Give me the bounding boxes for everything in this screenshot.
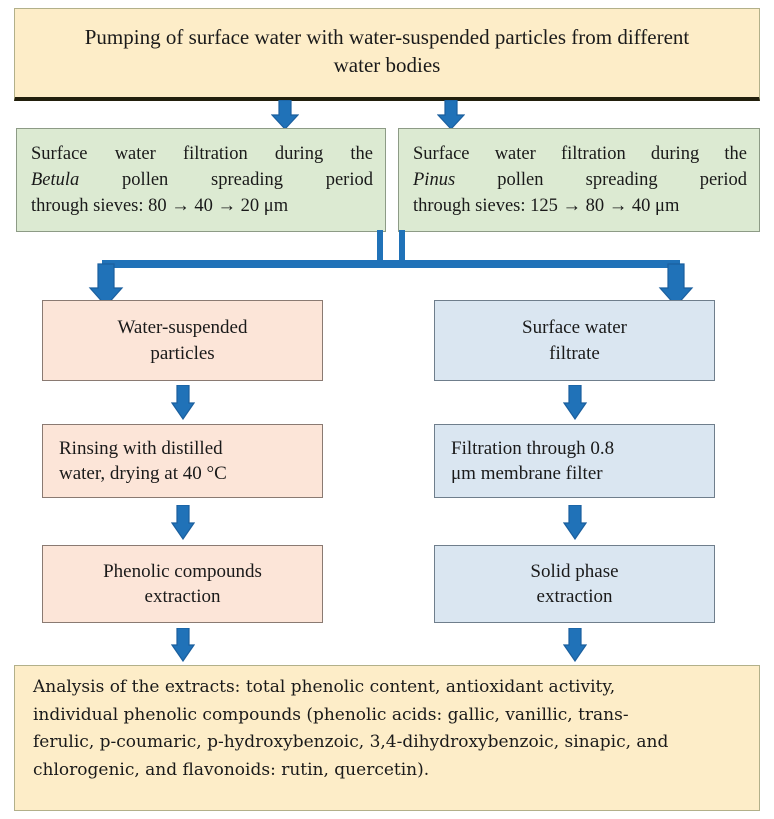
analysis-line-4: chlorogenic, and flavonoids: rutin, quercetin). xyxy=(33,759,430,780)
process-box-solid-phase-extraction xyxy=(434,545,715,623)
process-box-pumping xyxy=(14,8,760,101)
betula-line-1: Surface water filtration during the xyxy=(31,143,373,164)
phenolic-extraction-line-2: extraction xyxy=(144,586,221,607)
pumping-line-1: Pumping of surface water with water-suspended particles from different xyxy=(84,25,690,50)
spe-line-2: extraction xyxy=(536,586,613,607)
filtrate-line-1: Surface water xyxy=(522,317,627,339)
pumping-line-2: water bodies xyxy=(333,53,441,77)
filtrate-line-2: filtrate xyxy=(549,342,600,364)
arrow-filtrate-to-membrane xyxy=(563,385,587,420)
pinus-line-1: Surface water filtration during the xyxy=(413,143,747,164)
rinsing-line-2: water, drying at 40 °C xyxy=(59,463,227,484)
membrane-line-1: Filtration through 0.8 xyxy=(451,437,615,459)
phenolic-extraction-line-1: Phenolic compounds xyxy=(103,560,262,582)
process-box-phenolic-extraction xyxy=(42,545,323,623)
process-box-betula-filtration xyxy=(16,128,386,232)
wsp-line-1: Water-suspended xyxy=(117,317,248,339)
pinus-species-name: Pinus xyxy=(413,169,456,190)
process-box-water-suspended-particles xyxy=(42,300,323,381)
arrow-top-to-betula xyxy=(271,100,299,130)
process-box-surface-water-filtrate xyxy=(434,300,715,381)
membrane-line-2: μm membrane filter xyxy=(451,463,603,484)
rinsing-line-1: Rinsing with distilled xyxy=(59,437,223,459)
process-box-rinsing-drying xyxy=(42,424,323,498)
arrow-particles-to-rinsing xyxy=(171,385,195,420)
arrow-phenolic-to-analysis xyxy=(171,628,195,662)
process-box-analysis xyxy=(14,665,760,811)
analysis-line-3: ferulic, p-coumaric, p-hydroxybenzoic, 3,4-dihydroxybenzoic, sinapic, and xyxy=(33,732,669,753)
betula-species-name: Betula xyxy=(31,169,80,190)
pinus-line-2-rest: pollen spreading period xyxy=(455,169,747,190)
arrow-rinsing-to-extraction xyxy=(171,505,195,540)
process-box-pinus-filtration xyxy=(398,128,760,232)
spe-line-1: Solid phase xyxy=(530,560,619,582)
wsp-line-2: particles xyxy=(150,342,215,364)
analysis-line-1: Analysis of the extracts: total phenolic content, antioxidant activity, xyxy=(33,677,616,697)
arrow-spe-to-analysis xyxy=(563,628,587,662)
analysis-line-2: individual phenolic compounds (phenolic acids: gallic, vanillic, trans- xyxy=(33,704,629,725)
pinus-line-3: through sieves: 125 → 80 → 40 μm xyxy=(413,196,680,217)
betula-line-3: through sieves: 80 → 40 → 20 μm xyxy=(31,196,289,217)
arrow-top-to-pinus xyxy=(437,100,465,130)
process-box-membrane-filtration xyxy=(434,424,715,498)
betula-line-2-rest: pollen spreading period xyxy=(79,169,373,190)
arrow-membrane-to-spe xyxy=(563,505,587,540)
